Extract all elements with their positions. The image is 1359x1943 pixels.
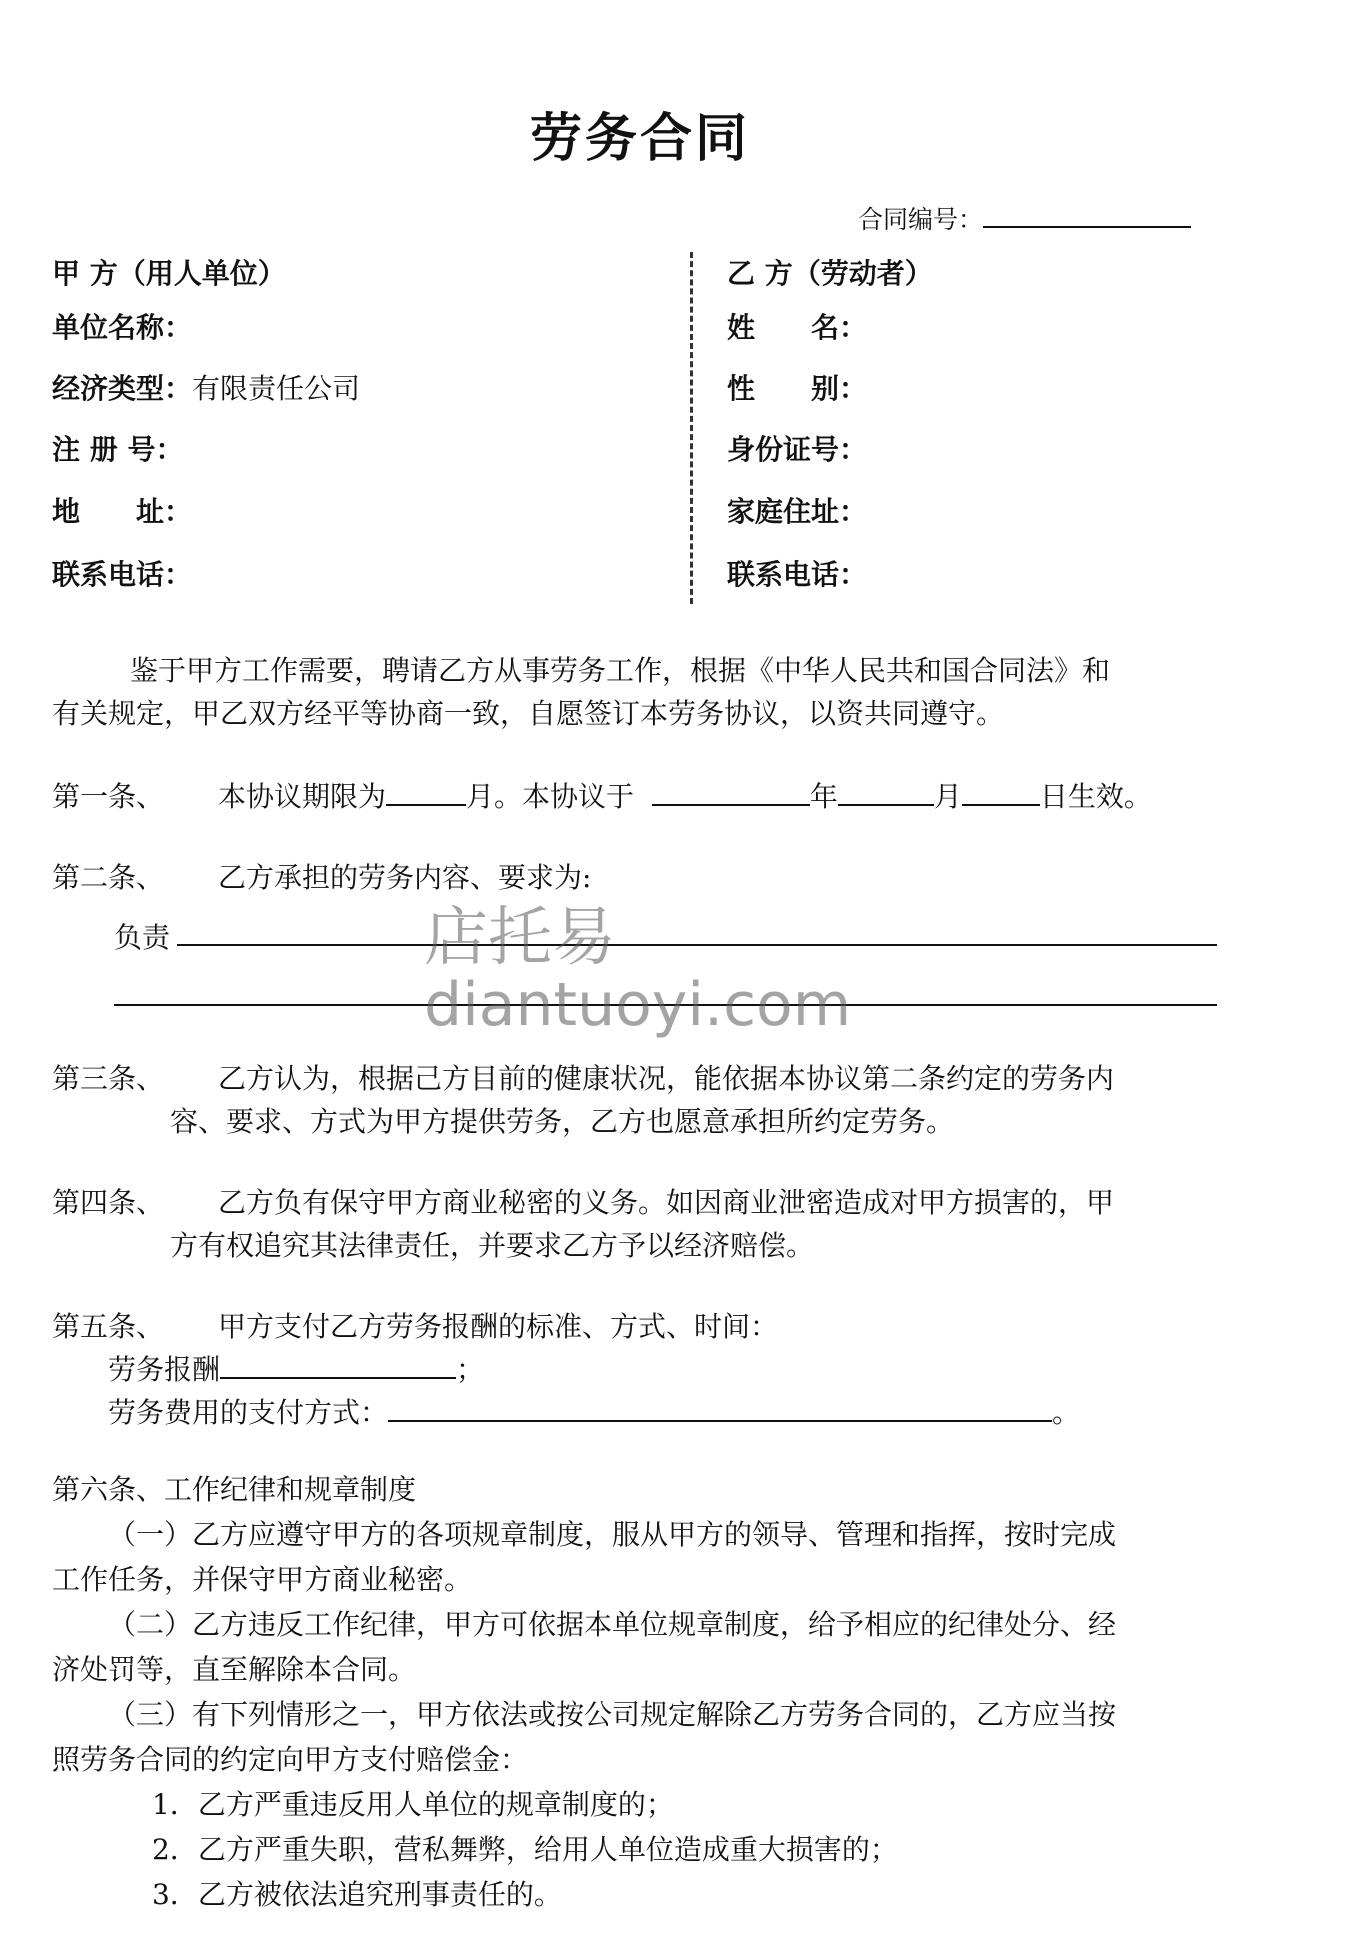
preamble-line-1: 鉴于甲方工作需要，聘请乙方从事劳务工作，根据《中华人民共和国合同法》和 [130, 654, 1111, 687]
article-4-line-1: 乙方负有保守甲方商业秘密的义务。如因商业泄密造成对甲方损害的，甲 [218, 1186, 1115, 1219]
article-1-text [218, 775, 1152, 815]
pay-method-line [108, 1391, 1080, 1431]
field-label: 联系电话： [52, 558, 193, 591]
pay-method-end: 。 [1052, 1396, 1081, 1429]
article-2-text: 乙方承担的劳务内容、要求为: [218, 861, 592, 894]
article-6-line: （一）乙方应遵守甲方的各项规章制度，服从甲方的领导、管理和指挥，按时完成 [108, 1518, 1117, 1551]
party-divider [690, 252, 693, 604]
article-3-line-1: 乙方认为，根据己方目前的健康状况，能依据本协议第二条约定的劳务内 [218, 1062, 1115, 1095]
party-b-field-address: 家庭住址： [727, 495, 868, 528]
article-6-item: 1．乙方严重违反用人单位的规章制度的； [152, 1788, 674, 1821]
article-6-line: 照劳务合同的约定向甲方支付赔偿金： [52, 1743, 529, 1776]
watermark-en: diantuoyi.com [424, 970, 852, 1040]
contract-number-blank [983, 200, 1191, 228]
watermark-cn: 店托易 [424, 901, 616, 975]
article-1-number: 第一条、 [52, 780, 165, 813]
field-label: 注 册 号： [52, 433, 184, 466]
text-span: 月 [933, 780, 962, 813]
pay-method-label: 劳务费用的支付方式： [108, 1396, 389, 1429]
article-2-number: 第二条、 [52, 861, 165, 894]
preamble-line-2: 有关规定，甲乙双方经平等协商一致，自愿签订本劳务协议，以资共同遵守。 [52, 697, 1005, 730]
party-a-field-address [52, 490, 192, 530]
party-a-field-reg [52, 428, 184, 468]
party-a-field-phone [52, 553, 192, 593]
party-b-field-phone: 联系电话： [727, 558, 868, 591]
article-5-text: 甲方支付乙方劳务报酬的标准、方式、时间： [218, 1310, 779, 1343]
duty-blank-line-1 [177, 944, 1217, 946]
text-span: 本协议期限为 [218, 780, 387, 813]
contract-number [858, 200, 1191, 236]
article-3-line-2: 容、要求、方式为甲方提供劳务，乙方也愿意承担所约定劳务。 [170, 1105, 955, 1138]
field-label: 地 址： [52, 495, 193, 528]
text-span: 日生效。 [1039, 780, 1152, 813]
article-6-item: 3．乙方被依法追究刑事责任的。 [152, 1878, 562, 1911]
blank-day [962, 778, 1040, 806]
party-b-field-name: 姓 名： [727, 311, 868, 344]
article-3-number: 第三条、 [52, 1062, 165, 1095]
pay-end: ； [456, 1353, 485, 1386]
party-a-field-name [52, 306, 192, 346]
document-title: 劳务合同 [529, 108, 750, 169]
article-6-item: 2．乙方严重失职，营私舞弊，给用人单位造成重大损害的； [152, 1833, 898, 1866]
party-a-field-type [52, 367, 360, 407]
blank-month [838, 778, 934, 806]
pay-blank [220, 1351, 456, 1379]
article-5-number: 第五条、 [52, 1310, 165, 1343]
party-a-heading: 甲 方（用人单位） [52, 257, 286, 290]
article-4-line-2: 方有权追究其法律责任，并要求乙方予以经济赔偿。 [170, 1229, 815, 1262]
party-b-field-id: 身份证号： [727, 433, 868, 466]
text-span: 年 [809, 780, 838, 813]
party-b-heading: 乙 方（劳动者） [727, 257, 933, 290]
blank-year [652, 778, 810, 806]
contract-number-label: 合同编号： [858, 205, 984, 234]
pay-method-blank [388, 1394, 1052, 1422]
article-6-line: （二）乙方违反工作纪律，甲方可依据本单位规章制度，给予相应的纪律处分、经 [108, 1608, 1117, 1641]
article-6-line: （三）有下列情形之一，甲方依法或按公司规定解除乙方劳务合同的，乙方应当按 [108, 1698, 1117, 1731]
field-label: 经济类型： [52, 372, 193, 405]
field-value: 有限责任公司 [192, 372, 361, 405]
article-6-heading: 第六条、工作纪律和规章制度 [52, 1473, 417, 1506]
duty-label: 负责 [114, 921, 171, 954]
text-span: 月。本协议于 [466, 780, 635, 813]
party-b-field-gender: 性 别： [727, 372, 868, 405]
pay-line [108, 1348, 484, 1388]
article-6-line: 工作任务，并保守甲方商业秘密。 [52, 1563, 473, 1596]
article-4-number: 第四条、 [52, 1186, 165, 1219]
article-6-line: 济处罚等，直至解除本合同。 [52, 1653, 417, 1686]
blank-months [386, 778, 466, 806]
field-label: 单位名称： [52, 311, 193, 344]
pay-label: 劳务报酬 [108, 1353, 221, 1386]
